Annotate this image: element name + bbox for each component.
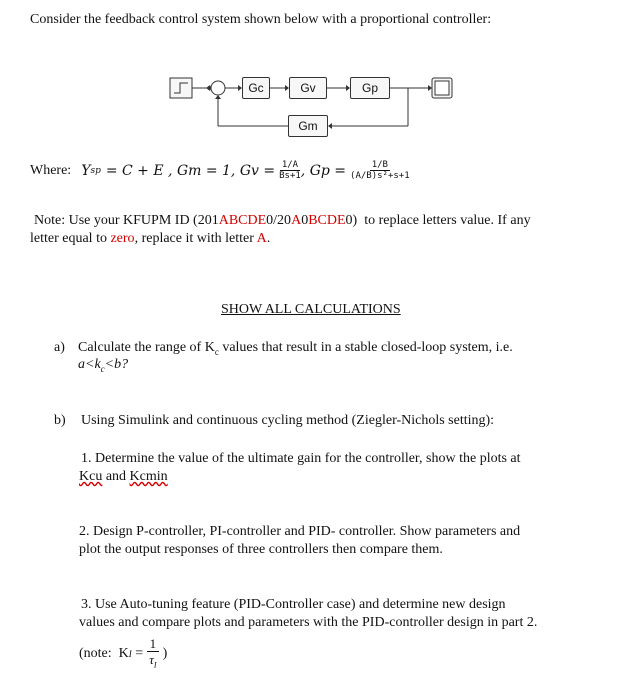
note-line2-b: , replace it with letter bbox=[134, 231, 257, 246]
note-tail: to replace letters value. If any bbox=[357, 213, 531, 228]
part-a-line-1 bbox=[78, 339, 513, 361]
part-b-item2-line2: plot the output responses of three controllers then compare them. bbox=[79, 542, 443, 557]
sum-junction bbox=[211, 81, 225, 95]
part-a-range-sub: c bbox=[100, 363, 105, 374]
ysp-symbol: Y bbox=[81, 162, 91, 179]
ki-fraction bbox=[147, 636, 160, 673]
ysp-rhs: = C + E , Gm = 1, Gv = bbox=[105, 162, 276, 179]
part-b-item2-line1: 2. Design P-controller, PI-controller and PID- controller. Show parameters and bbox=[79, 524, 521, 539]
note-id-mid-2: 0 bbox=[301, 213, 309, 228]
step-source-block bbox=[170, 78, 192, 98]
part-a-range: a<k bbox=[78, 357, 101, 372]
part-a-label: a) bbox=[54, 340, 65, 355]
gv-block: Gv bbox=[289, 77, 327, 99]
show-all-calculations: SHOW ALL CALCULATIONS bbox=[221, 302, 401, 317]
ki-note bbox=[79, 636, 167, 673]
gv-denominator: Bs+1 bbox=[279, 171, 301, 181]
part-a-tail: values that result in a stable closed-loop system, i.e. bbox=[218, 340, 513, 355]
ki-denominator: τ bbox=[149, 652, 154, 667]
ki-denominator-sub: I bbox=[153, 660, 157, 670]
note-line2-a: letter equal to bbox=[30, 231, 111, 246]
gv-fraction bbox=[279, 160, 301, 181]
note-id-red-2: A bbox=[291, 213, 302, 228]
gp-block: Gp bbox=[350, 77, 390, 99]
note-zero: zero bbox=[110, 231, 135, 246]
part-b-item3-line2: values and compare plots and parameters with the PID-controller design in part 2. bbox=[79, 615, 538, 630]
note-id-mid-3: 0) bbox=[345, 213, 358, 228]
ki-note-prefix: (note: K bbox=[79, 646, 129, 662]
part-b-item1-line2 bbox=[79, 468, 168, 486]
where-label: Where: bbox=[30, 162, 72, 178]
note-line-2 bbox=[30, 230, 270, 248]
kcmin-term: Kcmin bbox=[129, 469, 168, 484]
note-line2-c: . bbox=[266, 231, 271, 246]
intro-text: Consider the feedback control system shown below with a proportional controller: bbox=[30, 12, 492, 27]
ki-numerator: 1 bbox=[147, 636, 160, 652]
part-b-item1-line1: 1. Determine the value of the ultimate gain for the controller, show the plots at bbox=[81, 451, 521, 466]
ki-sub: I bbox=[128, 649, 132, 660]
gv-numerator: 1/A bbox=[281, 160, 299, 170]
note-id-red-3: BCDE bbox=[308, 213, 346, 228]
part-a-text: Calculate the range of K bbox=[78, 340, 215, 355]
note-id-mid-1: 0/20 bbox=[266, 213, 292, 228]
part-b-line-1: Using Simulink and continuous cycling method (Ziegler-Nichols setting): bbox=[81, 413, 495, 428]
ysp-subscript: sp bbox=[90, 165, 101, 176]
part-b-item3-line1: 3. Use Auto-tuning feature (PID-Controller case) and determine new design bbox=[81, 597, 506, 612]
gc-block: Gc bbox=[242, 77, 270, 99]
part-b-label: b) bbox=[54, 413, 66, 428]
gp-numerator: 1/B bbox=[371, 160, 388, 170]
where-equation bbox=[30, 160, 410, 181]
gp-fraction bbox=[350, 160, 410, 181]
part-a-sub: c bbox=[214, 346, 219, 357]
ki-equals: = bbox=[131, 646, 147, 662]
kcu-term: Kcu bbox=[79, 469, 103, 484]
note-id-red-1: ABCDE bbox=[218, 213, 267, 228]
and-word: and bbox=[102, 469, 130, 484]
note-line-1 bbox=[34, 212, 531, 230]
scope-icon bbox=[435, 81, 449, 95]
note-prefix: Note: Use your KFUPM ID (201 bbox=[34, 213, 219, 228]
gp-denominator: (A/B)s²+s+1 bbox=[350, 171, 410, 181]
gm-block: Gm bbox=[288, 115, 328, 137]
gp-lhs: , Gp = bbox=[300, 162, 347, 179]
note-letter-a: A bbox=[256, 231, 267, 246]
ki-note-suffix: ) bbox=[159, 646, 168, 662]
part-a-line-2 bbox=[78, 356, 128, 378]
part-a-range-tail: <b? bbox=[104, 357, 129, 372]
